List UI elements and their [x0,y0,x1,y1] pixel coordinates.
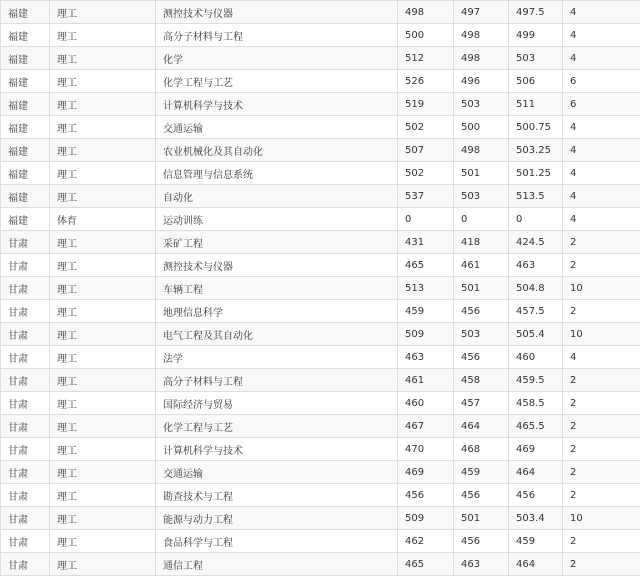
quota-cell: 4 [563,185,640,208]
min-score-cell: 459 [454,461,509,484]
avg-score-cell: 503 [509,47,563,70]
table-body [1,1,640,576]
avg-score-cell: 458.5 [509,392,563,415]
category-cell: 理工 [50,277,156,300]
min-score-cell: 498 [454,24,509,47]
max-score-cell: 526 [398,70,454,93]
avg-score-cell: 464 [509,553,563,576]
avg-score-cell: 504.8 [509,277,563,300]
min-score-cell: 501 [454,507,509,530]
avg-score-cell: 501.25 [509,162,563,185]
table-row [1,162,640,185]
table-row [1,300,640,323]
min-score-cell: 468 [454,438,509,461]
category-cell: 理工 [50,323,156,346]
province-cell: 甘肃 [1,346,50,369]
table-row [1,1,640,24]
quota-cell: 4 [563,24,640,47]
min-score-cell: 457 [454,392,509,415]
table-row [1,507,640,530]
table-row [1,47,640,70]
province-cell: 福建 [1,162,50,185]
province-cell: 甘肃 [1,392,50,415]
table-row [1,553,640,576]
major-cell: 高分子材料与工程 [156,369,398,392]
category-cell: 理工 [50,139,156,162]
min-score-cell: 498 [454,139,509,162]
max-score-cell: 469 [398,461,454,484]
table-row [1,254,640,277]
province-cell: 福建 [1,208,50,231]
max-score-cell: 459 [398,300,454,323]
quota-cell: 2 [563,369,640,392]
max-score-cell: 537 [398,185,454,208]
quota-cell: 4 [563,208,640,231]
major-cell: 化学 [156,47,398,70]
province-cell: 甘肃 [1,507,50,530]
min-score-cell: 498 [454,47,509,70]
table-row [1,93,640,116]
major-cell: 农业机械化及其自动化 [156,139,398,162]
category-cell: 理工 [50,507,156,530]
major-cell: 车辆工程 [156,277,398,300]
major-cell: 交通运输 [156,461,398,484]
major-cell: 食品科学与工程 [156,530,398,553]
quota-cell: 10 [563,323,640,346]
province-cell: 福建 [1,1,50,24]
category-cell: 理工 [50,369,156,392]
avg-score-cell: 500.75 [509,116,563,139]
major-cell: 勘查技术与工程 [156,484,398,507]
major-cell: 计算机科学与技术 [156,438,398,461]
avg-score-cell: 457.5 [509,300,563,323]
min-score-cell: 464 [454,415,509,438]
province-cell: 甘肃 [1,254,50,277]
table-row [1,415,640,438]
max-score-cell: 463 [398,346,454,369]
avg-score-cell: 499 [509,24,563,47]
province-cell: 福建 [1,93,50,116]
avg-score-cell: 503.4 [509,507,563,530]
table-row [1,185,640,208]
quota-cell: 4 [563,47,640,70]
avg-score-cell: 469 [509,438,563,461]
province-cell: 甘肃 [1,461,50,484]
major-cell: 地理信息科学 [156,300,398,323]
quota-cell: 10 [563,277,640,300]
table-row [1,484,640,507]
min-score-cell: 503 [454,185,509,208]
table-row [1,208,640,231]
province-cell: 福建 [1,185,50,208]
category-cell: 理工 [50,231,156,254]
avg-score-cell: 513.5 [509,185,563,208]
max-score-cell: 502 [398,162,454,185]
quota-cell: 2 [563,484,640,507]
table-row [1,116,640,139]
province-cell: 福建 [1,70,50,93]
avg-score-cell: 456 [509,484,563,507]
min-score-cell: 418 [454,231,509,254]
min-score-cell: 501 [454,277,509,300]
category-cell: 理工 [50,484,156,507]
major-cell: 计算机科学与技术 [156,93,398,116]
category-cell: 理工 [50,93,156,116]
table-row [1,438,640,461]
min-score-cell: 496 [454,70,509,93]
table-row [1,24,640,47]
max-score-cell: 500 [398,24,454,47]
table-row [1,139,640,162]
major-cell: 能源与动力工程 [156,507,398,530]
category-cell: 理工 [50,392,156,415]
max-score-cell: 465 [398,254,454,277]
category-cell: 理工 [50,530,156,553]
province-cell: 甘肃 [1,438,50,461]
category-cell: 理工 [50,70,156,93]
max-score-cell: 0 [398,208,454,231]
min-score-cell: 458 [454,369,509,392]
province-cell: 甘肃 [1,369,50,392]
major-cell: 采矿工程 [156,231,398,254]
avg-score-cell: 464 [509,461,563,484]
table-row [1,231,640,254]
major-cell: 交通运输 [156,116,398,139]
quota-cell: 2 [563,461,640,484]
category-cell: 理工 [50,300,156,323]
quota-cell: 4 [563,116,640,139]
avg-score-cell: 459 [509,530,563,553]
table-row [1,530,640,553]
major-cell: 化学工程与工艺 [156,415,398,438]
quota-cell: 6 [563,93,640,116]
category-cell: 理工 [50,461,156,484]
max-score-cell: 502 [398,116,454,139]
category-cell: 体育 [50,208,156,231]
province-cell: 甘肃 [1,300,50,323]
major-cell: 运动训练 [156,208,398,231]
min-score-cell: 456 [454,300,509,323]
max-score-cell: 519 [398,93,454,116]
max-score-cell: 512 [398,47,454,70]
category-cell: 理工 [50,1,156,24]
avg-score-cell: 505.4 [509,323,563,346]
province-cell: 甘肃 [1,553,50,576]
province-cell: 福建 [1,24,50,47]
max-score-cell: 467 [398,415,454,438]
category-cell: 理工 [50,438,156,461]
avg-score-cell: 0 [509,208,563,231]
table-row [1,392,640,415]
table-row [1,369,640,392]
province-cell: 甘肃 [1,323,50,346]
quota-cell: 2 [563,415,640,438]
min-score-cell: 456 [454,530,509,553]
quota-cell: 2 [563,553,640,576]
province-cell: 甘肃 [1,231,50,254]
category-cell: 理工 [50,254,156,277]
category-cell: 理工 [50,415,156,438]
min-score-cell: 497 [454,1,509,24]
avg-score-cell: 463 [509,254,563,277]
major-cell: 测控技术与仪器 [156,254,398,277]
table-row [1,323,640,346]
avg-score-cell: 424.5 [509,231,563,254]
max-score-cell: 509 [398,323,454,346]
quota-cell: 4 [563,1,640,24]
category-cell: 理工 [50,24,156,47]
max-score-cell: 461 [398,369,454,392]
avg-score-cell: 465.5 [509,415,563,438]
max-score-cell: 507 [398,139,454,162]
major-cell: 高分子材料与工程 [156,24,398,47]
category-cell: 理工 [50,47,156,70]
min-score-cell: 456 [454,484,509,507]
max-score-cell: 498 [398,1,454,24]
avg-score-cell: 460 [509,346,563,369]
quota-cell: 10 [563,507,640,530]
province-cell: 福建 [1,116,50,139]
major-cell: 法学 [156,346,398,369]
min-score-cell: 503 [454,323,509,346]
max-score-cell: 465 [398,553,454,576]
avg-score-cell: 503.25 [509,139,563,162]
quota-cell: 2 [563,300,640,323]
major-cell: 自动化 [156,185,398,208]
min-score-cell: 500 [454,116,509,139]
max-score-cell: 460 [398,392,454,415]
major-cell: 测控技术与仪器 [156,1,398,24]
category-cell: 理工 [50,346,156,369]
quota-cell: 2 [563,392,640,415]
quota-cell: 2 [563,254,640,277]
table-row [1,277,640,300]
quota-cell: 4 [563,139,640,162]
max-score-cell: 462 [398,530,454,553]
major-cell: 信息管理与信息系统 [156,162,398,185]
category-cell: 理工 [50,185,156,208]
avg-score-cell: 497.5 [509,1,563,24]
min-score-cell: 463 [454,553,509,576]
min-score-cell: 456 [454,346,509,369]
min-score-cell: 503 [454,93,509,116]
province-cell: 甘肃 [1,277,50,300]
table-row [1,70,640,93]
table-row [1,461,640,484]
min-score-cell: 0 [454,208,509,231]
quota-cell: 4 [563,346,640,369]
category-cell: 理工 [50,553,156,576]
province-cell: 甘肃 [1,530,50,553]
category-cell: 理工 [50,116,156,139]
quota-cell: 6 [563,70,640,93]
province-cell: 福建 [1,47,50,70]
province-cell: 福建 [1,139,50,162]
quota-cell: 4 [563,162,640,185]
max-score-cell: 513 [398,277,454,300]
max-score-cell: 456 [398,484,454,507]
major-cell: 电气工程及其自动化 [156,323,398,346]
major-cell: 化学工程与工艺 [156,70,398,93]
max-score-cell: 470 [398,438,454,461]
max-score-cell: 431 [398,231,454,254]
province-cell: 甘肃 [1,415,50,438]
min-score-cell: 461 [454,254,509,277]
province-cell: 甘肃 [1,484,50,507]
quota-cell: 2 [563,231,640,254]
min-score-cell: 501 [454,162,509,185]
category-cell: 理工 [50,162,156,185]
table-row [1,346,640,369]
max-score-cell: 509 [398,507,454,530]
quota-cell: 2 [563,438,640,461]
avg-score-cell: 506 [509,70,563,93]
avg-score-cell: 459.5 [509,369,563,392]
avg-score-cell: 511 [509,93,563,116]
major-cell: 通信工程 [156,553,398,576]
major-cell: 国际经济与贸易 [156,392,398,415]
quota-cell: 2 [563,530,640,553]
